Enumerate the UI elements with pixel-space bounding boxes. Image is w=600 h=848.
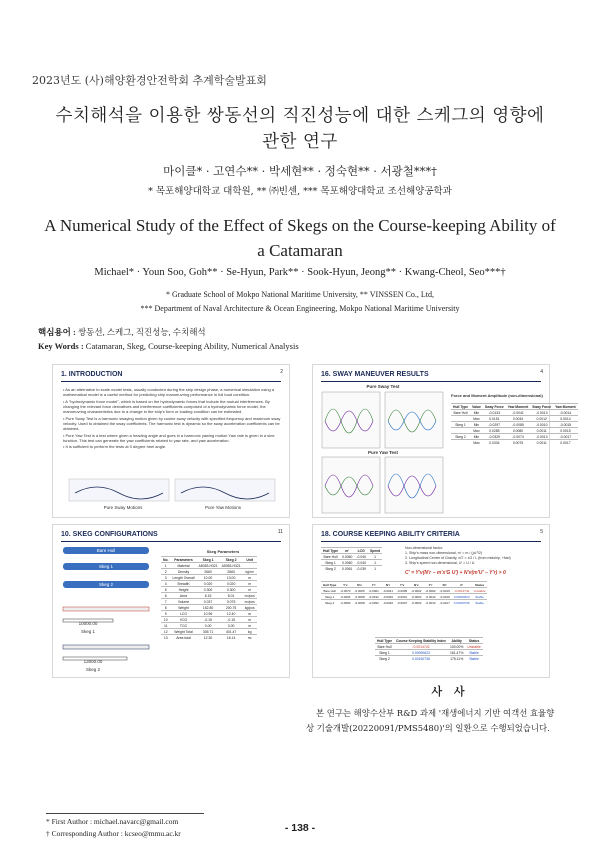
amplitude-table	[451, 403, 578, 445]
pure-sway-plots	[321, 391, 445, 449]
table-row: Bare Hull -0.0014742 100.00% Unstable	[375, 644, 483, 650]
korean-title-line-1: 수치해석을 이용한 쌍동선의 직진성능에 대한 스케그의 영향에	[55, 106, 545, 126]
korean-keywords: 쌍동선, 스케그, 직진성능, 수치해석	[77, 327, 206, 337]
skeg-2-dimension: 13000.00	[83, 659, 103, 664]
skeg-parameters-table	[161, 556, 257, 640]
table-row: 1 Material A5083-H321 A5083-H321	[161, 563, 257, 569]
table-row: Bare Hull 0.0060 -0.040 1	[321, 554, 382, 560]
skeg-2-bar: Skeg 2	[63, 581, 149, 588]
ship-parameter-table	[321, 547, 382, 571]
table-header-row: Hull Type Value Sway Force Yaw Moment Sway Force Yaw Moment	[453, 404, 576, 409]
skeg-config-title: 10. SKEG CONFIGURATIONS	[61, 531, 158, 538]
acknowledgement-title: 사 사	[431, 685, 469, 698]
table-row: Skeg 1 Min -0.0297 -0.0085 -0.0010 -0.0015	[451, 422, 578, 428]
english-authors: Michael* · Youn Soo, Goh** · Se-Hyun, Park** · Sook-Hyun, Jeong** · Kwang-Cheol, Seo***†	[94, 267, 506, 278]
intro-title-rule	[61, 381, 281, 382]
sway-results-title: 16. SWAY MANEUVER RESULTS	[321, 371, 429, 378]
skeg-config-panel	[52, 524, 290, 678]
table-header-row: Hull Type m' LCG Speed	[323, 548, 381, 553]
korean-authors: 마이클* · 고연수** · 박세현** · 정숙현** · 서광철***†	[163, 164, 437, 178]
skeg-parameters-title: Skeg Parameters	[206, 549, 240, 554]
table-row: Max 0.0334 0.0075 0.0011 0.0017	[451, 440, 578, 446]
skeg-1-label: Skeg 1	[80, 629, 95, 634]
table-row: 4 Breadth 0.020 0.020 m	[161, 581, 257, 587]
pure-sway-caption: Pure Sway Motions	[103, 505, 143, 510]
table-header-row: No. Parameters Skeg 1 Skeg 2 Unit	[161, 557, 257, 563]
table-row: Max 0.0151 0.0034 0.0012 0.0014	[451, 416, 578, 422]
korean-title	[0, 103, 600, 155]
coefficients-table	[321, 581, 487, 605]
pure-yaw-plot-title: Pure Yaw Test	[367, 450, 399, 455]
intro-bullet: • Pure Sway Test is a harmonic swaying motion given by cosine sway velocity with specified frequency and maximum sway velocity. Used to obtained the sway coefficients. The harmonic test is dynamic so the sway acceleration coefficients can be obtained.	[63, 415, 281, 432]
page-number: - 138 -	[284, 822, 316, 834]
pure-yaw-plots	[321, 456, 445, 514]
table-row: 6 Area 6.15 8.01 m²/pcs	[161, 593, 257, 599]
table-row: 13 Area total 12.30 16.14 m²	[161, 635, 257, 641]
table-row: 5 Height 0.300 0.300 m	[161, 587, 257, 593]
english-keywords-label: Key Words :	[38, 341, 84, 351]
intro-panel	[52, 364, 290, 518]
table-header-row: Hull Type Course Keeping Stability Index Ability Status	[375, 638, 483, 644]
intro-bullet-list	[63, 387, 285, 450]
table-row: Skeg 2 Min -0.0329 -0.0074 -0.0013 -0.0017	[451, 434, 578, 440]
table-row: Skeg 2 0.00150736 175.11% Stable	[375, 656, 483, 662]
course-keeping-title: 18. COURSE KEEPING ABILITY CRITERIA	[321, 531, 460, 538]
table-row: 8 Weight 152.80 200.75 kg/pcs	[161, 605, 257, 611]
korean-title-line-2: 관한 연구	[262, 132, 338, 152]
table-row: Skeg 1 0.0060 -0.040 1	[321, 560, 382, 566]
motion-diagrams	[67, 477, 277, 505]
table-row: 11 TCG 0.00 0.00 m	[161, 623, 257, 629]
table-header-row: Hull Type Y'v N'v Y'r N'r Y'v N'v Y'r N'r C' Status	[321, 582, 487, 588]
skeg-slide-number: 11	[277, 529, 283, 535]
table-row: 10 VCG -0.15 -0.15 m	[161, 617, 257, 623]
corresponding-author-footnote: † Corresponding Author : kcseo@mmu.ac.kr	[46, 829, 181, 838]
korean-keywords-row	[38, 326, 206, 338]
table-row: 7 Volume 0.037 0.075 m³/pcs	[161, 599, 257, 605]
intro-bullet: • A "hydrodynamic force model", which is based on the hydrodynamic forces that include the mutual interferences. By changing the relevant force derivatives and interference coefficients composed of a hydrodynamic force model, the manoeuvring characteristics due to a change in the ship's form or loading condition can be estimated.	[63, 398, 270, 415]
pure-yaw-caption: Pure Yaw Motions	[204, 505, 242, 510]
english-keywords-row	[38, 341, 299, 351]
english-affiliation-2: *** Department of Naval Architecture & Ocean Engineering, Mokpo National Maritime University	[140, 304, 460, 313]
table-row: 12 Weight Total 305.71 401.47 kg	[161, 629, 257, 635]
skeg-2-label: Skeg 2	[85, 667, 100, 672]
table-row: 3 Length Overall 10.00 13.00 m	[161, 575, 257, 581]
sway-results-panel	[312, 364, 576, 518]
non-dimensional-notes: Non-dimensional factor: 1. Ship's mass non-dimensional, m' = m / (ρL³/2) 2. Longitudinal Center of Gravity, xG' = xG / L (from midship, +fwd) 3. Ship's speed non-dimensional, U' = U / U	[405, 546, 511, 565]
sway-title-rule	[321, 381, 541, 382]
intro-bullet: • Pure Yaw Test is a test where given a heading angle and goes in a harmonic yawing motion Yaw rate is given in a sine function. This test can generate the yaw coefficients related to yaw rate, and yaw acceleration.	[63, 432, 275, 444]
course-slide-number: 5	[540, 529, 543, 535]
korean-keywords-label: 핵심용어 :	[38, 327, 76, 337]
english-affiliation-1: * Graduate School of Mokpo National Maritime University, ** VINSSEN Co., Ltd,	[166, 290, 434, 299]
english-title	[0, 213, 600, 263]
course-title-rule	[321, 541, 541, 542]
intro-bullet: • As an alternative to scale model tests, usually conducted during the ship design phase, a numerical simulation using a mathematical model is a useful method for predicting ship manoeuvring performance in full load condition.	[63, 387, 275, 398]
english-title-line-1: A Numerical Study of the Effect of Skegs on the Course-keeping Ability of	[44, 216, 556, 235]
intro-title: 1. INTRODUCTION	[61, 371, 123, 378]
skeg-title-rule	[61, 541, 281, 542]
table-row: Bare Hull Min -0.0133 -0.0041 -0.0013 -0.0014	[451, 410, 578, 416]
table-row: Skeg 1 0.00090623 161.47% Stable	[375, 650, 483, 656]
first-author-footnote: * First Author : michael.navarc@gmail.com	[46, 817, 179, 826]
table-row: Max 0.0285 0.0080 0.0011 0.0015	[451, 428, 578, 434]
english-title-line-2: a Catamaran	[257, 241, 343, 260]
skeg-1-dimension: 10000.00	[78, 621, 98, 626]
table-row: Skeg 2 -0.0083 -0.0008 -0.0252 -0.0040 -0.0007 -0.0003 -0.0013 -0.0017 0.00150736 Stable	[321, 600, 487, 606]
korean-affiliation: * 목포해양대학교 대학원, ** ㈜빈센, *** 목포해양대학교 조선해양공학과	[148, 186, 452, 197]
table-row: 9 LCG 10.96 12.40 m	[161, 611, 257, 617]
acknowledgement-text: 본 연구는 해양수산부 R&D 과제 '재생에너지 기반 여객선 효율향상 기술개발(20220091/PMS5480)'의 일환으로 수행되었습니다.	[306, 708, 555, 733]
bare-hull-bar: Bare Hull	[63, 547, 149, 554]
table-row: Skeg 1 -0.0094 -0.0008 -0.0191 -0.0030 -0.0010 -0.0003 -0.0012 -0.0019 0.00090623 Stable	[321, 594, 487, 600]
conference-header: 2023년도 (사)해양환경안전학회 추계학술발표회	[32, 74, 267, 87]
table-row: Skeg 2 0.0061 -0.039 1	[321, 566, 382, 572]
intro-bullet: • It is sufficient to perform the tests at 0 degree heel angle.	[63, 444, 167, 450]
footnote-rule	[46, 813, 204, 814]
amplitude-table-title: Force and Moment Amplitude (non-dimensional)	[451, 393, 543, 398]
pure-sway-plot-title: Pure Sway Test	[366, 384, 400, 389]
table-row: Bare Hull -0.0070 -0.0005 -0.0001 -0.0041 -0.0005 -0.0002 -0.0002 -0.0019 -0.0014742 Unstable	[321, 588, 487, 594]
intro-slide-number: 2	[280, 369, 283, 375]
skeg-1-bar: Skeg 1	[63, 563, 149, 570]
english-keywords: Catamaran, Skeg, Course-keeping Ability, Numerical Analysis	[85, 341, 299, 351]
table-row: 2 Density 2660 2660 kg/m³	[161, 569, 257, 575]
sway-slide-number: 4	[540, 369, 543, 375]
course-keeping-panel	[312, 524, 550, 678]
stability-index-table	[375, 637, 483, 661]
stability-criterion-formula: C' = Y'v(N'r − m'x'G U') + N'v(m'U' − Y'r) > 0	[405, 570, 506, 576]
